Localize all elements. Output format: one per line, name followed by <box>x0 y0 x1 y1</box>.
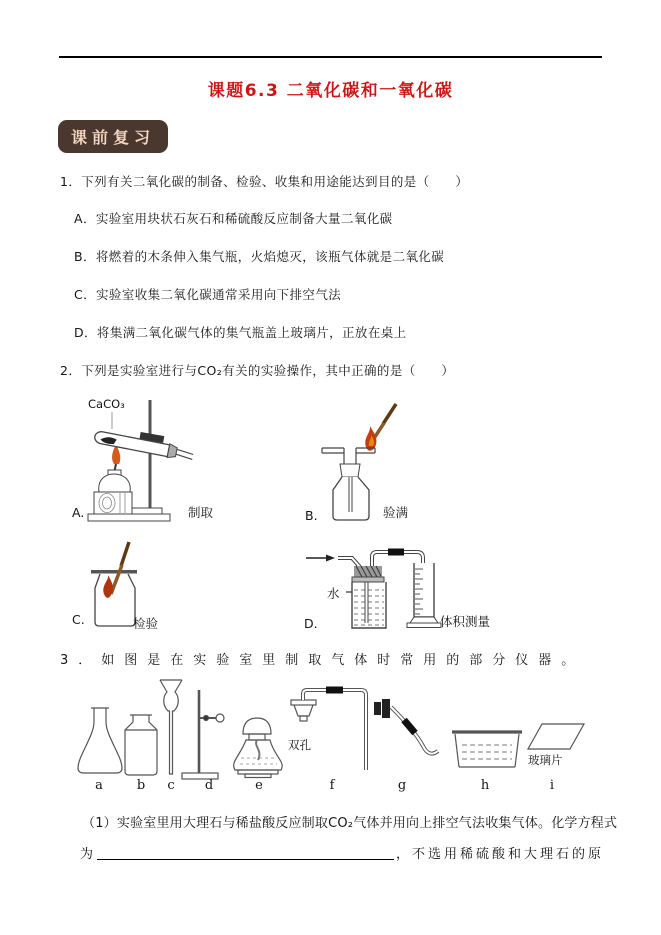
diagram-c-caption: 检验 <box>133 616 159 631</box>
fill-in-blank <box>97 845 394 860</box>
diagram-b-caption: 验满 <box>383 505 409 520</box>
line2-suffix: ，不选用稀硫酸和大理石的原 <box>395 847 604 862</box>
caco3-annotation: CaCO₃ <box>88 397 125 411</box>
apparatus-label-h: h <box>480 778 490 793</box>
glass-plate-annotation: 玻璃片 <box>528 753 563 767</box>
diagram-d-letter: D. <box>304 616 318 631</box>
apparatus-label-i: i <box>549 778 555 793</box>
q3-part1-line2 <box>80 843 604 862</box>
apparatus-label-g: g <box>397 778 407 793</box>
q2-stem: 2．下列是实验室进行与CO₂有关的实验操作，其中正确的是（ ） <box>60 363 455 378</box>
apparatus-row-illustration <box>60 678 605 780</box>
alcohol-lamp-icon <box>243 718 271 734</box>
splint-icon <box>121 542 129 566</box>
flame-icon <box>103 575 113 598</box>
glass-plate-icon <box>91 570 137 574</box>
diagram-gas-preparation <box>66 396 201 528</box>
gas-bottle-icon <box>125 715 157 775</box>
diagram-a-caption: 制取 <box>188 505 214 520</box>
splint-icon <box>383 404 396 424</box>
page-title: 课题6.3 二氧化碳和一氧化碳 <box>207 81 454 101</box>
diagram-volume-measurement <box>302 545 452 635</box>
apparatus-label-d: d <box>204 778 214 793</box>
line2-prefix: 为 <box>80 847 94 862</box>
apparatus-label-a: a <box>95 778 103 793</box>
glass-plate-icon <box>528 724 584 749</box>
diagram-c-letter: C. <box>72 612 85 627</box>
conical-flask-icon <box>78 708 122 773</box>
apparatus-label-c: c <box>167 778 175 793</box>
top-divider <box>59 56 602 58</box>
diagram-a-letter: A. <box>72 505 85 520</box>
q1-stem: 1．下列有关二氧化碳的制备、检验、收集和用途能达到目的是（ ） <box>60 174 469 189</box>
q1-option-a: A．实验室用块状石灰石和稀硫酸反应制备大量二氧化碳 <box>74 211 393 226</box>
q3-stem: 3．如图是在实验室里制取气体时常用的部分仪器。 <box>60 653 585 668</box>
apparatus-label-f: f <box>329 778 335 793</box>
water-annotation: 水 <box>327 586 340 601</box>
q1-option-d: D．将集满二氧化碳气体的集气瓶盖上玻璃片，正放在桌上 <box>74 325 407 340</box>
double-hole-stopper-icon <box>291 700 316 705</box>
section-badge: 课前复习 <box>58 120 168 153</box>
diagram-d-caption: 体积测量 <box>440 614 491 629</box>
long-stem-funnel-icon <box>160 680 182 774</box>
bent-delivery-tube-icon <box>374 702 381 715</box>
double-hole-annotation: 双孔 <box>288 738 311 752</box>
diagram-b-letter: B. <box>305 508 318 523</box>
apparatus-label-b: b <box>136 778 146 793</box>
q1-option-c: C．实验室收集二氧化碳通常采用向下排空气法 <box>74 287 342 302</box>
q1-option-b: B．将燃着的木条伸入集气瓶，火焰熄灭，该瓶气体就是二氧化碳 <box>74 249 445 264</box>
q3-part1-line1: （1）实验室里用大理石与稀盐酸反应制取CO₂气体并用向上排空气法收集气体。化学方程式 <box>82 816 618 831</box>
apparatus-label-e: e <box>255 778 263 793</box>
